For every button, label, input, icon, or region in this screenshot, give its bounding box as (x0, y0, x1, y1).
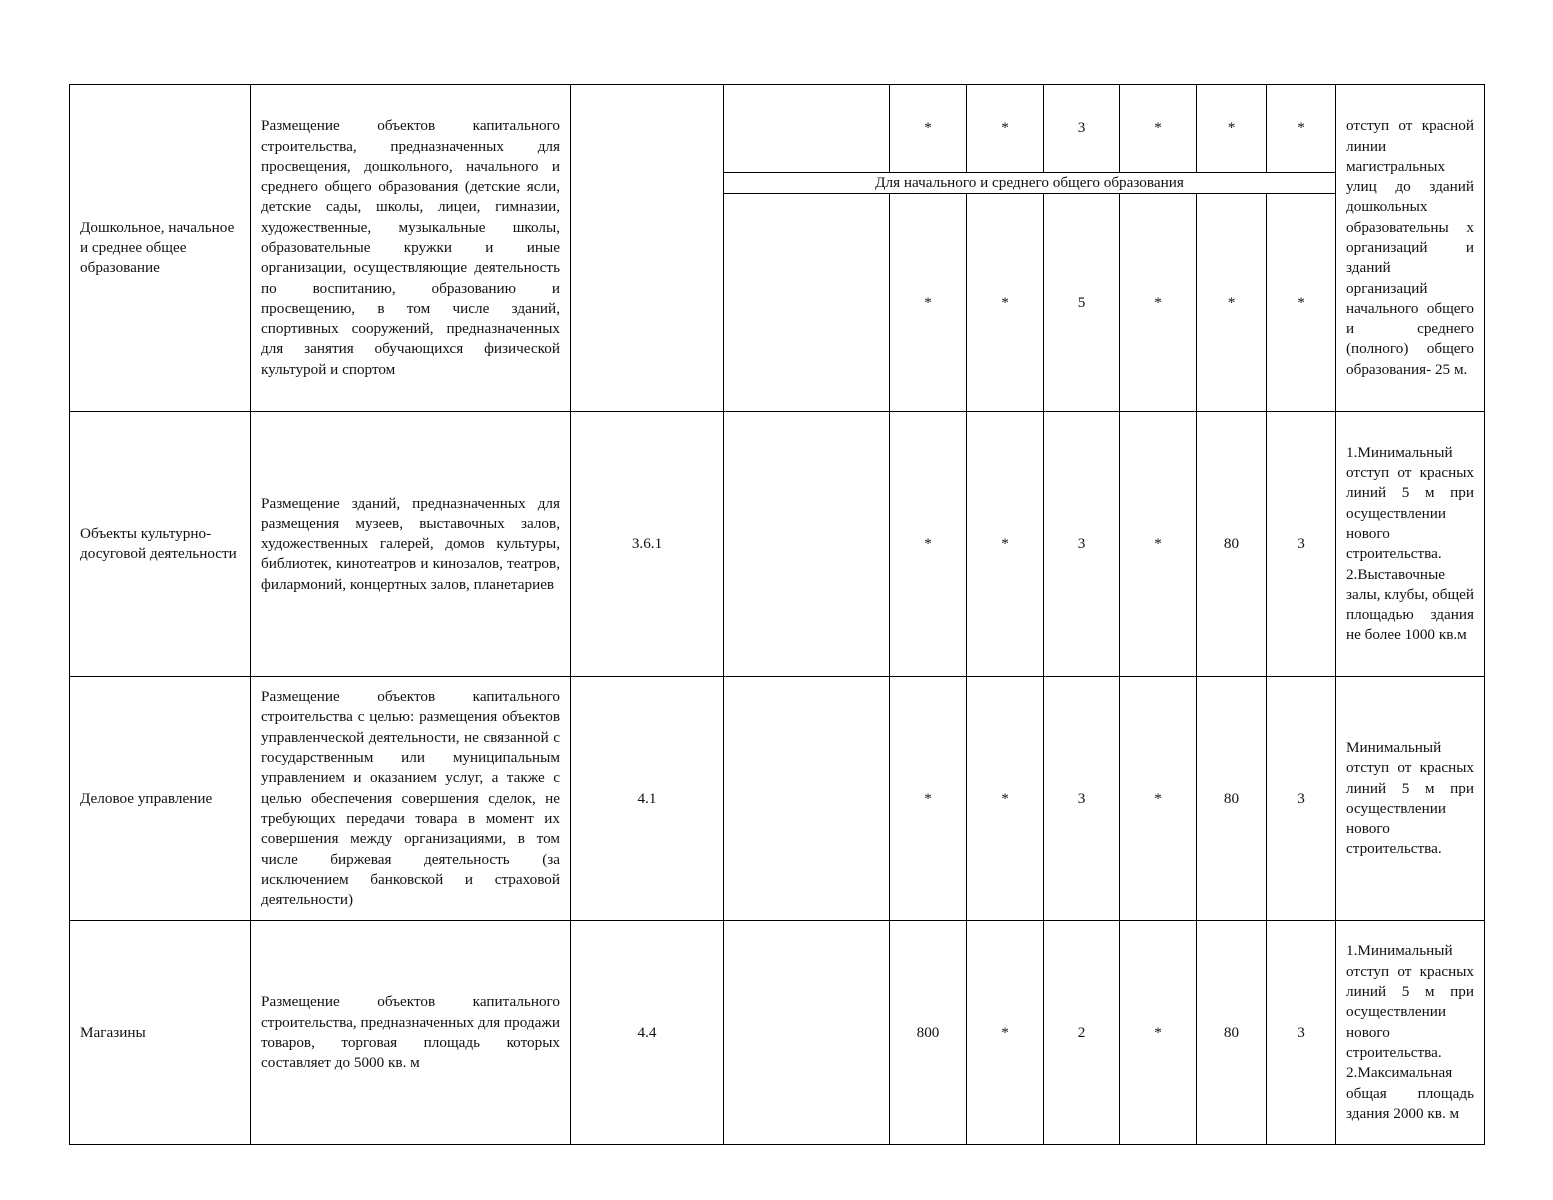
param-cell: * (890, 677, 967, 921)
param-cell: * (890, 412, 967, 677)
param-cell: * (1120, 194, 1197, 412)
use-description-cell: Размещение зданий, предназначенных для размещения музеев, выставочных залов, художественных галерей, домов культуры, библиотек, кинотеатров и кинозалов, театров, филармоний, концертных залов, планетариев (251, 412, 571, 677)
param-cell: 3 (1267, 412, 1336, 677)
param-cell: * (967, 677, 1044, 921)
param-cell: 800 (890, 921, 967, 1145)
zoning-regulations-table (69, 84, 1485, 1145)
param-cell: 3 (1044, 677, 1120, 921)
param-cell: 80 (1197, 412, 1267, 677)
use-name-cell: Дошкольное, начальное и среднее общее образование (70, 85, 251, 412)
use-name-cell: Магазины (70, 921, 251, 1145)
subheader-cell: Для начального и среднего общего образования (724, 173, 1336, 194)
param-cell: * (1120, 921, 1197, 1145)
table-row (70, 85, 1485, 173)
use-name-cell: Деловое управление (70, 677, 251, 921)
blank-cell (724, 194, 890, 412)
table-row (70, 412, 1485, 677)
param-cell: * (1267, 85, 1336, 173)
table-row (70, 677, 1485, 921)
note-cell: отступ от красной линии магистральных улиц до зданий дошкольных образовательны х организаций и зданий организаций начального общего и среднего (полного) общего образования- 25 м. (1336, 85, 1485, 412)
param-cell: 3 (1044, 412, 1120, 677)
note-cell: Минимальный отступ от красных линий 5 м при осуществлении нового строительства. (1336, 677, 1485, 921)
param-cell: * (967, 194, 1044, 412)
use-description-cell: Размещение объектов капитального строительства, предназначенных для просвещения, дошкольного, начального и среднего общего образования (детские ясли, детские сады, школы, лицеи, гимназии, художественные, музыкальные школы, образовательные кружки и иные организации, осуществляющие деятельность по воспитанию, образованию и просвещению, в том числе зданий, спортивных сооружений, предназначенных для занятия обучающихся физической культурой и спортом (251, 85, 571, 412)
param-cell: 80 (1197, 677, 1267, 921)
blank-cell (724, 921, 890, 1145)
blank-cell (724, 677, 890, 921)
param-cell: 3 (1044, 85, 1120, 173)
note-cell: 1.Минимальный отступ от красных линий 5 м при осуществлении нового строительства. 2.Максимальная общая площадь здания 2000 кв. м (1336, 921, 1485, 1145)
use-code-cell: 4.4 (571, 921, 724, 1145)
param-cell: * (967, 85, 1044, 173)
param-cell: * (1267, 194, 1336, 412)
blank-cell (724, 85, 890, 173)
param-cell: 2 (1044, 921, 1120, 1145)
use-code-cell (571, 85, 724, 412)
param-cell: 3 (1267, 921, 1336, 1145)
use-code-cell: 4.1 (571, 677, 724, 921)
use-name-cell: Объекты культурно-досуговой деятельности (70, 412, 251, 677)
param-cell: * (1197, 194, 1267, 412)
param-cell: * (967, 921, 1044, 1145)
param-cell: * (1120, 85, 1197, 173)
param-cell: 80 (1197, 921, 1267, 1145)
use-description-cell: Размещение объектов капитального строительства, предназначенных для продажи товаров, торговая площадь которых составляет до 5000 кв. м (251, 921, 571, 1145)
param-cell: * (1120, 412, 1197, 677)
param-cell: 3 (1267, 677, 1336, 921)
table-row (70, 921, 1485, 1145)
use-description-cell: Размещение объектов капитального строительства с целью: размещения объектов управленческой деятельности, не связанной с государственным или муниципальным управлением и оказанием услуг, а также с целью обеспечения совершения сделок, не требующих передачи товара в момент их совершения между организациями, в том числе биржевая деятельность (за исключением банковской и страховой деятельности) (251, 677, 571, 921)
param-cell: * (1197, 85, 1267, 173)
use-code-cell: 3.6.1 (571, 412, 724, 677)
param-cell: 5 (1044, 194, 1120, 412)
param-cell: * (890, 85, 967, 173)
blank-cell (724, 412, 890, 677)
param-cell: * (967, 412, 1044, 677)
note-cell: 1.Минимальный отступ от красных линий 5 м при осуществлении нового строительства. 2.Выставочные залы, клубы, общей площадью здания не более 1000 кв.м (1336, 412, 1485, 677)
param-cell: * (1120, 677, 1197, 921)
param-cell: * (890, 194, 967, 412)
